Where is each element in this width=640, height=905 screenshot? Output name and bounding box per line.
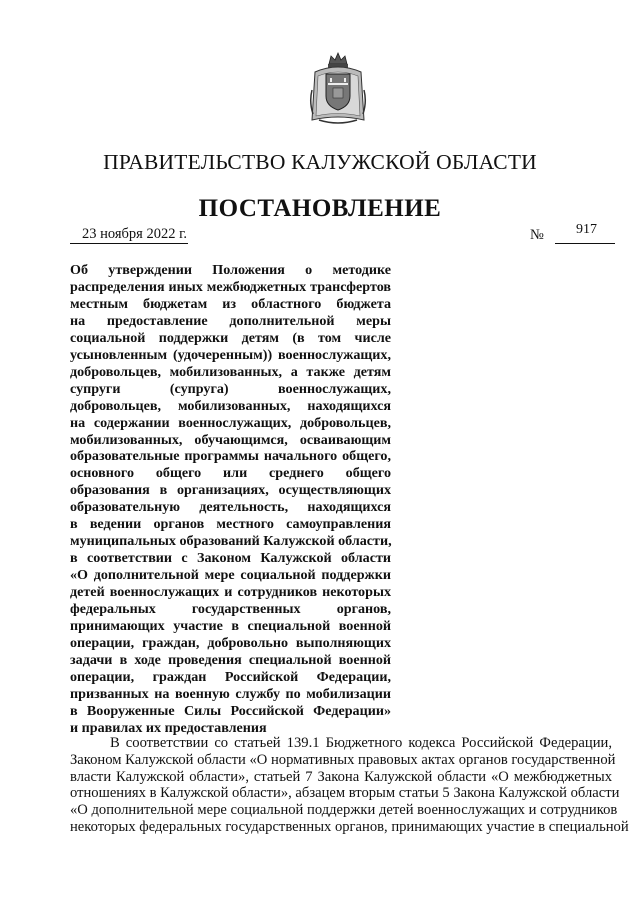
subject-line: задачи в ходе проведения специальной военной — [70, 651, 391, 668]
subject-line: социальной поддержки детям (в том числе — [70, 329, 391, 346]
subject-line: добровольцев, мобилизованных, находящихся — [70, 397, 391, 414]
government-title: ПРАВИТЕЛЬСТВО КАЛУЖСКОЙ ОБЛАСТИ — [103, 150, 537, 174]
document-subject — [70, 262, 391, 737]
document-type: ПОСТАНОВЛЕНИЕ — [198, 195, 442, 222]
document-date: 23 ноября 2022 г. — [82, 226, 188, 242]
body-line: В соответствии со статьей 139.1 Бюджетного кодекса Российской Федерации, — [110, 735, 612, 751]
subject-line: на предоставление дополнительной меры — [70, 312, 391, 329]
subject-line: призванных на военную службу по мобилизации — [70, 685, 391, 702]
subject-line: Об утверждении Положения о методике — [70, 262, 391, 278]
subject-line: операции, граждан Российской Федерации, — [70, 668, 391, 685]
number-label: № — [530, 227, 544, 243]
subject-line: образовательную деятельность, находящихся — [70, 499, 391, 516]
subject-line: принимающих участие в специальной военной — [70, 618, 391, 635]
subject-line: усыновленным (удочеренным)) военнослужащих, — [70, 346, 391, 363]
document-number: 917 — [576, 222, 597, 237]
subject-line: в ведении органов местного самоуправления — [70, 516, 391, 533]
subject-line: операции, граждан, добровольно выполняющих — [70, 634, 391, 651]
subject-line: супруги (супруга) военнослужащих, — [70, 380, 391, 397]
subject-line: муниципальных образований Калужской области, — [70, 533, 392, 550]
subject-line: мобилизованных, обучающимся, осваивающим — [70, 431, 391, 448]
body-line: власти Калужской области», статьей 7 Закона Калужской области «О межбюджетных — [70, 768, 612, 785]
subject-line: образования в организациях, осуществляющих — [70, 482, 391, 499]
subject-line: федеральных государственных органов, — [70, 601, 391, 618]
body-line: отношениях в Калужской области», абзацем вторым статьи 5 Закона Калужской области — [70, 785, 620, 802]
subject-line: в соответствии с Законом Калужской области — [70, 550, 391, 567]
subject-line: распределения иных межбюджетных трансфертов — [70, 278, 391, 295]
subject-line: в Вооруженные Силы Российской Федерации» — [70, 702, 391, 719]
subject-line: местным бюджетам из областного бюджета — [70, 295, 391, 312]
document-number-field — [555, 222, 615, 244]
document-body — [70, 735, 629, 836]
subject-line: и правилах их предоставления — [70, 719, 267, 736]
subject-line: «О дополнительной мере социальной поддержки — [70, 567, 391, 584]
subject-line: добровольцев, мобилизованных, а также детям — [70, 363, 391, 380]
kaluga-coat-of-arms-icon — [309, 50, 367, 126]
body-line: «О дополнительной мере социальной поддержки детей военнослужащих и сотрудников — [70, 802, 618, 819]
subject-line: образовательные программы начального общего, — [70, 448, 391, 465]
subject-line: на содержании военнослужащих, добровольцев, — [70, 414, 391, 431]
body-line: некоторых федеральных государственных органов, принимающих участие в специальной — [70, 818, 629, 835]
document-date-field — [70, 226, 188, 244]
subject-line: основного общего или среднего общего — [70, 465, 391, 482]
subject-line: детей военнослужащих и сотрудников некоторых — [70, 584, 391, 601]
body-line: Законом Калужской области «О нормативных правовых актах органов государственной — [70, 751, 616, 768]
